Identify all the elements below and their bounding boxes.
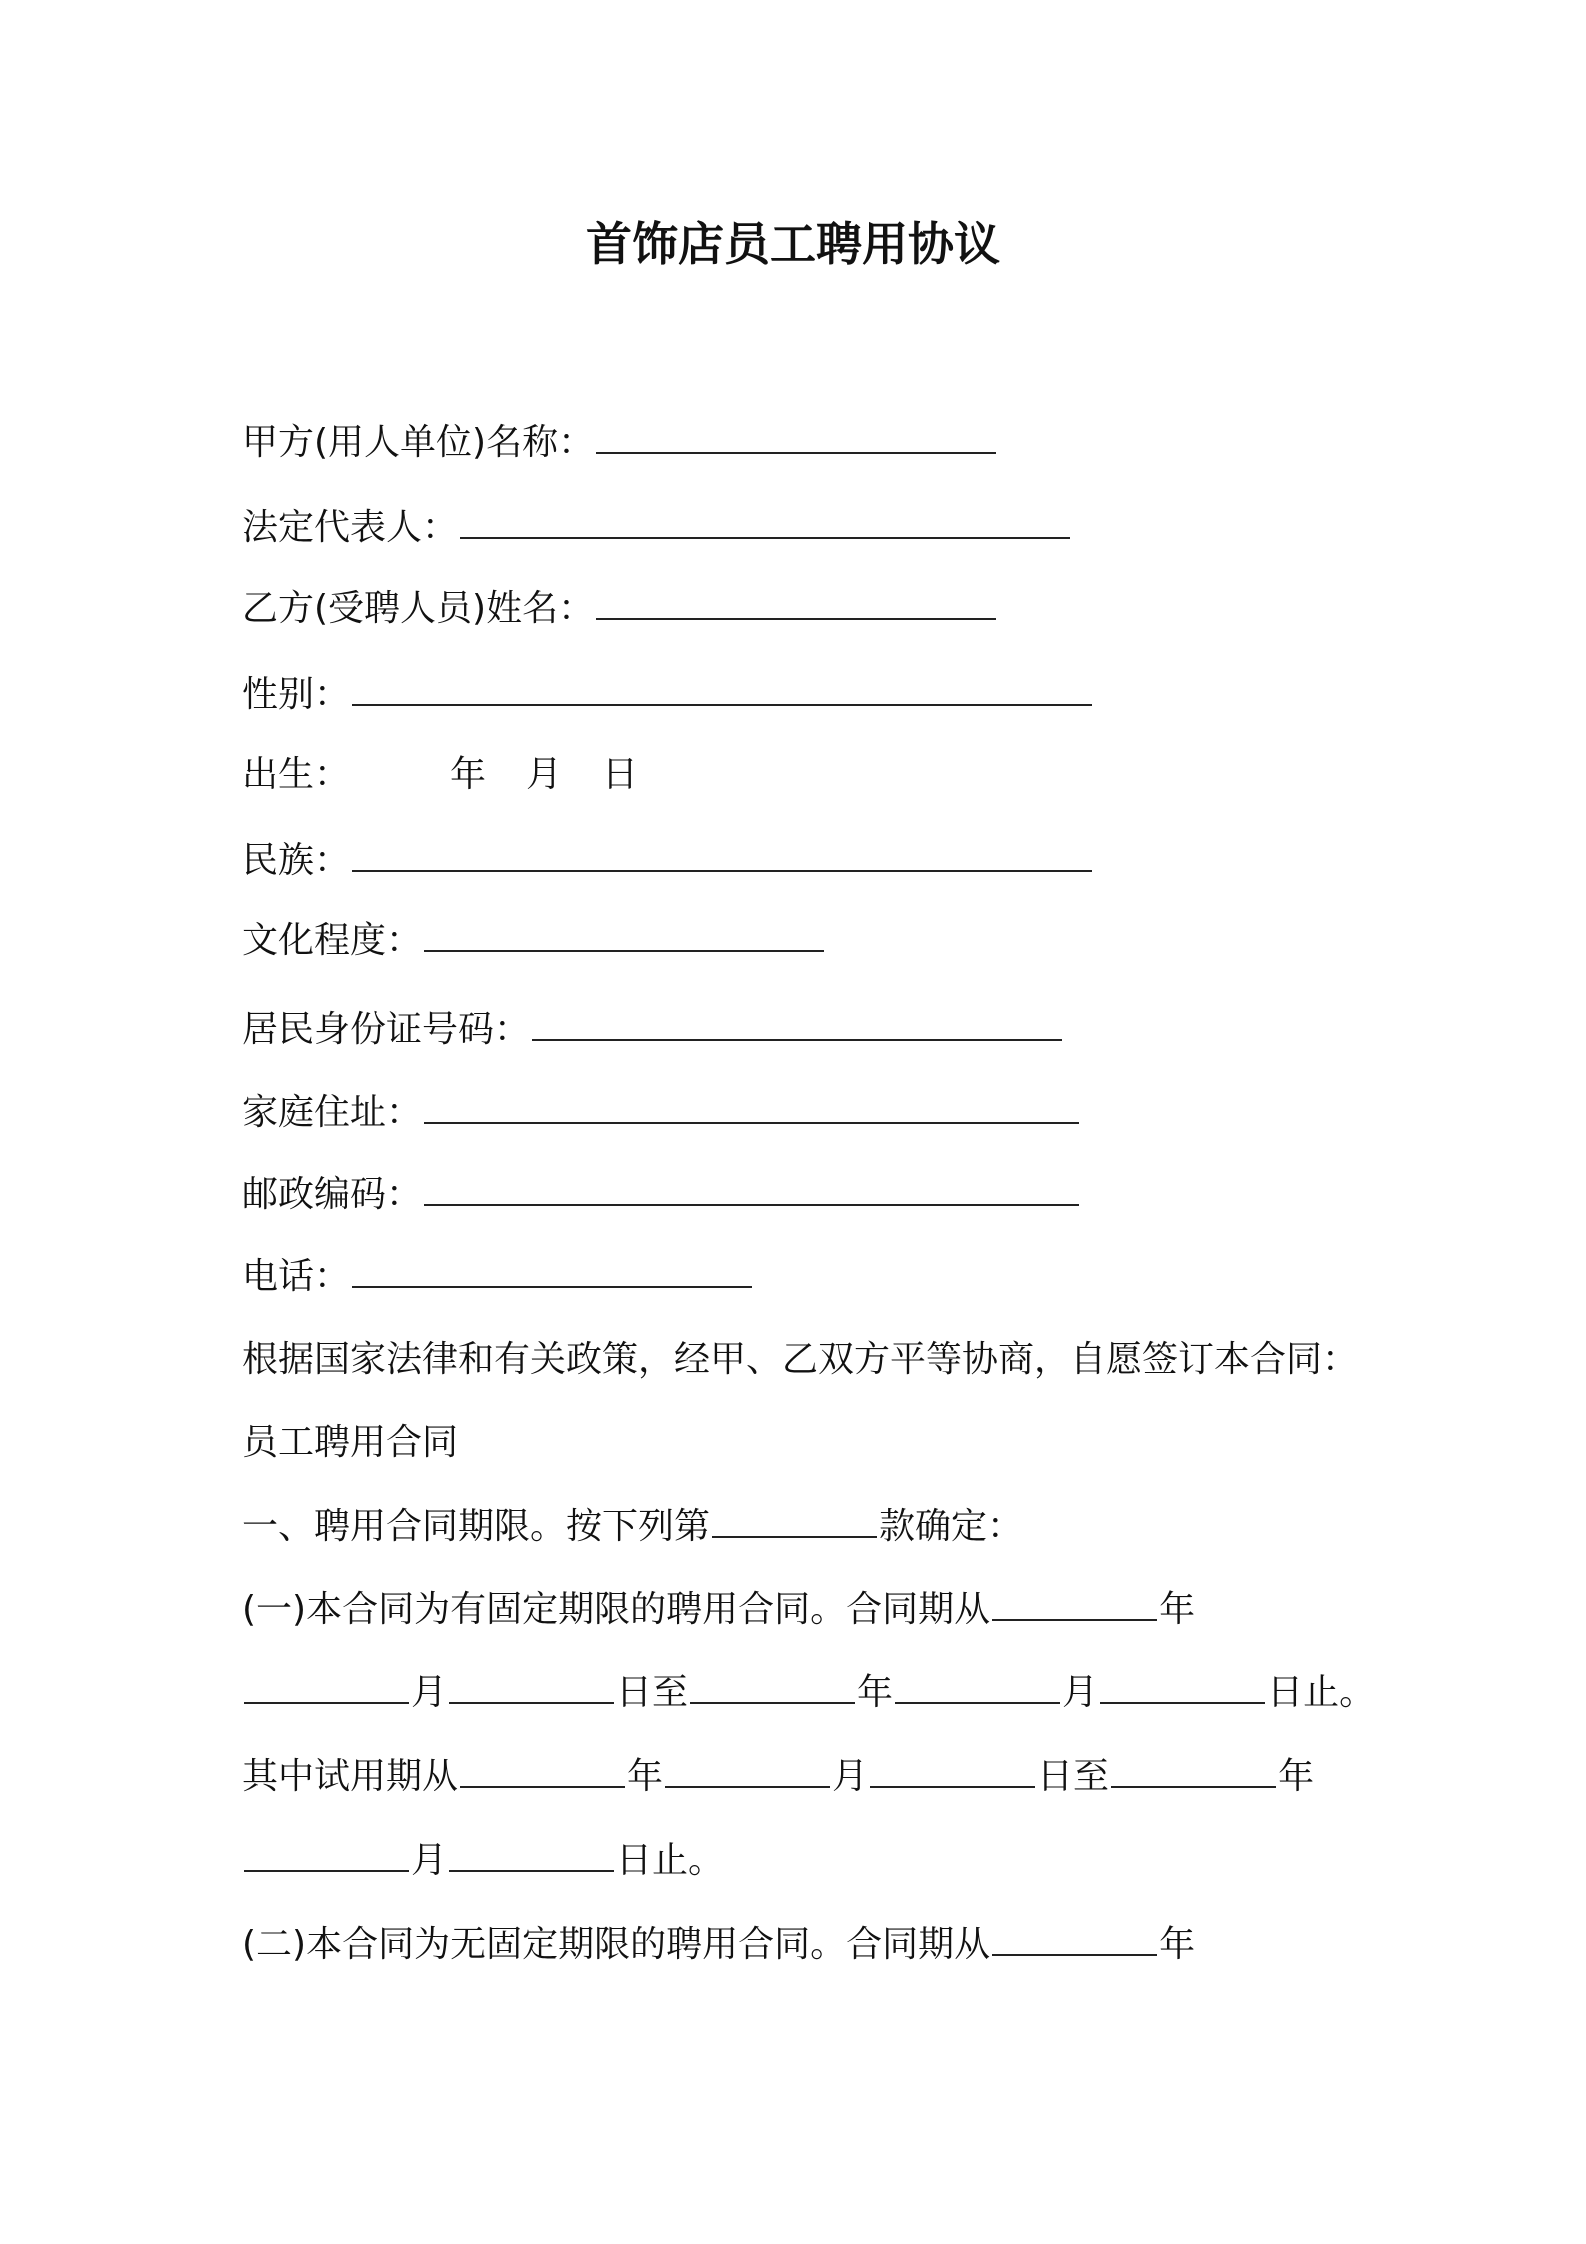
month-label: 月 — [1062, 1672, 1099, 1713]
id-number-row — [242, 1005, 1064, 1055]
trial-period-end-row — [242, 1836, 724, 1886]
fixed-term-dates-row — [242, 1668, 1375, 1718]
gender-row — [242, 670, 1094, 720]
document-title: 首饰店员工聘用协议 — [586, 217, 1000, 271]
birth-year-label: 年 — [450, 754, 487, 795]
trial-start-year-field[interactable] — [460, 1752, 625, 1788]
trial-start-month-field[interactable] — [665, 1752, 830, 1788]
fixed-start-year-field[interactable] — [992, 1585, 1157, 1621]
id-number-label: 居民身份证号码： — [242, 1009, 531, 1050]
birth-day-label: 日 — [602, 754, 639, 795]
year-label: 年 — [1159, 1924, 1196, 1965]
phone-row — [242, 1252, 754, 1302]
address-field[interactable] — [424, 1088, 1079, 1124]
party-a-name-row — [242, 418, 998, 468]
birth-row — [242, 750, 638, 800]
day-to-label: 日至 — [1037, 1756, 1110, 1797]
trial-start-day-field[interactable] — [870, 1752, 1035, 1788]
fixed-end-month-field[interactable] — [895, 1668, 1060, 1704]
trial-end-year-field[interactable] — [1111, 1752, 1276, 1788]
year-label: 年 — [627, 1756, 664, 1797]
party-a-name-field[interactable] — [596, 418, 996, 454]
postcode-label: 邮政编码： — [242, 1174, 423, 1215]
fixed-start-month-field[interactable] — [244, 1668, 409, 1704]
fixed-start-day-field[interactable] — [449, 1668, 614, 1704]
month-label: 月 — [411, 1672, 448, 1713]
year-label: 年 — [1278, 1756, 1315, 1797]
year-label: 年 — [1159, 1589, 1196, 1630]
phone-field[interactable] — [352, 1252, 752, 1288]
gender-label: 性别： — [242, 674, 351, 715]
id-number-field[interactable] — [532, 1005, 1062, 1041]
education-field[interactable] — [424, 916, 824, 952]
fixed-end-day-field[interactable] — [1100, 1668, 1265, 1704]
party-b-name-label: 乙方(受聘人员)姓名： — [242, 588, 595, 629]
day-end-label: 日止。 — [1267, 1672, 1376, 1713]
address-row — [242, 1088, 1081, 1138]
year-label: 年 — [857, 1672, 894, 1713]
address-label: 家庭住址： — [242, 1092, 423, 1133]
postcode-row — [242, 1170, 1081, 1220]
legal-rep-label: 法定代表人： — [242, 507, 459, 548]
education-row — [242, 916, 826, 966]
fixed-end-year-field[interactable] — [690, 1668, 855, 1704]
clause-1-choice-field[interactable] — [712, 1502, 877, 1538]
birth-month-label: 月 — [526, 754, 563, 795]
day-end-label: 日止。 — [616, 1840, 725, 1881]
fixed-term-text: (一)本合同为有固定期限的聘用合同。合同期从 — [242, 1589, 991, 1630]
trial-period-row — [242, 1752, 1314, 1802]
birth-label: 出生： — [242, 754, 351, 795]
education-label: 文化程度： — [242, 920, 423, 961]
trial-period-text: 其中试用期从 — [242, 1756, 459, 1797]
clause-1-text: 一、聘用合同期限。按下列第 — [242, 1506, 711, 1547]
ethnicity-row — [242, 836, 1094, 886]
ethnicity-label: 民族： — [242, 840, 351, 881]
intro-paragraph: 根据国家法律和有关政策，经甲、乙双方平等协商，自愿签订本合同： — [242, 1339, 1359, 1380]
gender-field[interactable] — [352, 670, 1092, 706]
legal-rep-row — [242, 503, 1072, 553]
open-term-row — [242, 1920, 1195, 1970]
clause-1-row — [242, 1502, 1023, 1552]
postcode-field[interactable] — [424, 1170, 1079, 1206]
clause-1-suffix: 款确定： — [879, 1506, 1024, 1547]
legal-rep-field[interactable] — [460, 503, 1070, 539]
contract-heading: 员工聘用合同 — [242, 1422, 459, 1463]
party-b-name-row — [242, 584, 998, 634]
day-to-label: 日至 — [616, 1672, 689, 1713]
party-b-name-field[interactable] — [596, 584, 996, 620]
month-label: 月 — [832, 1756, 869, 1797]
open-term-text: (二)本合同为无固定期限的聘用合同。合同期从 — [242, 1924, 991, 1965]
ethnicity-field[interactable] — [352, 836, 1092, 872]
party-a-name-label: 甲方(用人单位)名称： — [242, 422, 595, 463]
month-label: 月 — [411, 1840, 448, 1881]
phone-label: 电话： — [242, 1256, 351, 1297]
open-start-year-field[interactable] — [992, 1920, 1157, 1956]
trial-end-month-field[interactable] — [244, 1836, 409, 1872]
fixed-term-row — [242, 1585, 1195, 1635]
trial-end-day-field[interactable] — [449, 1836, 614, 1872]
